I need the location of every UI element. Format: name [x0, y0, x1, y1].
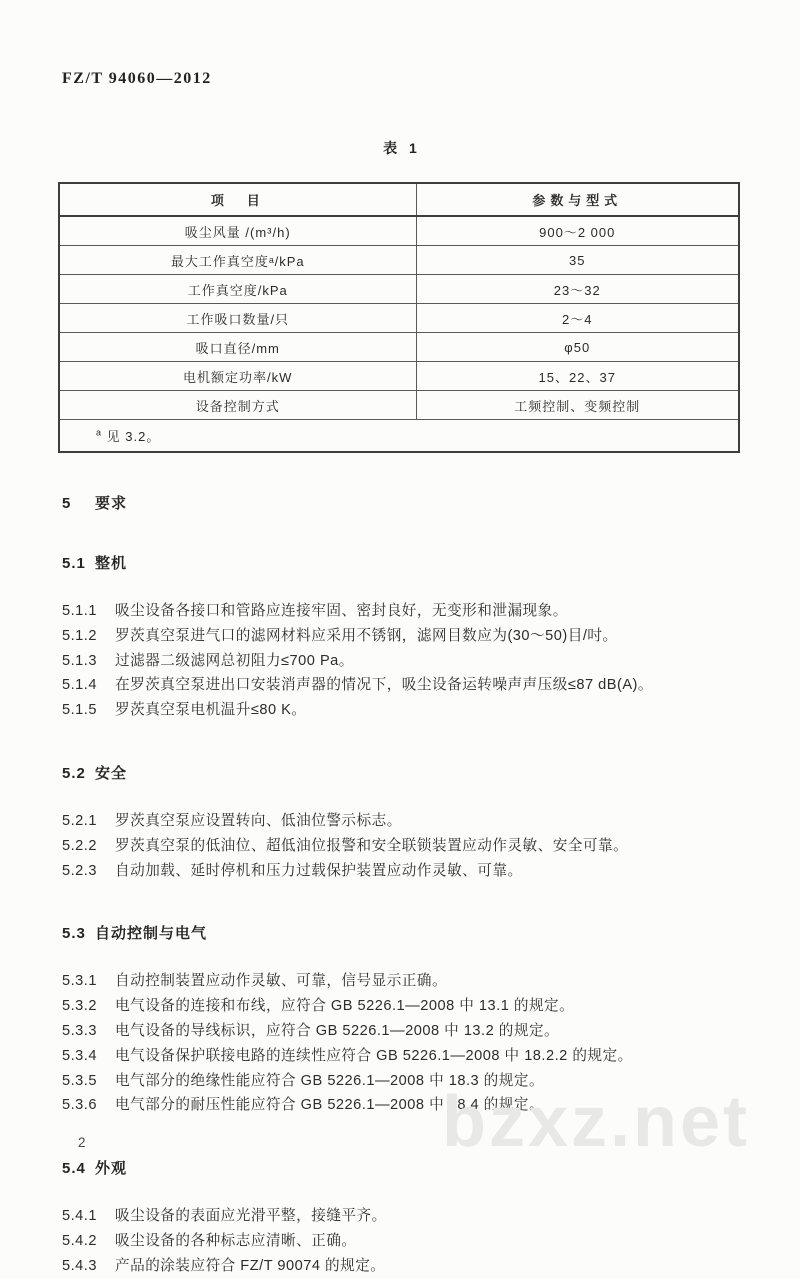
clause-number: 5.1.1: [62, 603, 97, 619]
table-caption: 表 1: [383, 140, 421, 156]
clause-number: 5.1.4: [62, 677, 97, 694]
col-header-params: 参数与型式: [416, 183, 739, 216]
clause-text: 在罗茨真空泵进出口安装消声器的情况下，吸尘设备运转噪声声压级≤87 dB(A)。: [115, 677, 654, 694]
cell-value: 35: [416, 246, 739, 275]
clause-text: 罗茨真空泵进气口的滤网材料应采用不锈钢，滤网目数应为(30～50)目/吋。: [115, 627, 618, 644]
cell-item: 最大工作真空度ᵃ/kPa: [59, 246, 416, 275]
clause-number: 5.3.6: [62, 1097, 97, 1114]
clause-number: 5.2.1: [62, 812, 97, 829]
clause-number: 5.4.3: [62, 1257, 97, 1274]
clause-text: 自动控制装置应动作灵敏、可靠，信号显示正确。: [115, 973, 448, 990]
section-heading: [62, 762, 742, 783]
clause-text: 自动加载、延时停机和压力过载保护装置应动作灵敏、可靠。: [115, 862, 523, 879]
cell-value: 900～2 000: [416, 216, 739, 246]
section-title: 外观: [95, 1160, 128, 1178]
cell-value: φ50: [416, 333, 739, 362]
clause-number: 5.1.2: [62, 627, 97, 644]
clause-text: 电气部分的绝缘性能应符合 GB 5226.1—2008 中 18.3 的规定。: [115, 1072, 545, 1089]
clause-number: 5.2.2: [62, 837, 97, 854]
clause-5.4.3: [62, 1254, 742, 1279]
section-title: 安全: [95, 764, 128, 782]
watermark: bzxz.net: [441, 1082, 750, 1162]
section-heading: [62, 492, 742, 513]
table-row: [59, 391, 739, 420]
clause-5.1.3: [62, 649, 742, 674]
clause-number: 5.4.1: [62, 1208, 97, 1225]
clause-number: 5.4.2: [62, 1232, 97, 1249]
section-number: 5.4: [62, 1160, 86, 1178]
table-row: [59, 362, 739, 391]
table-row: [59, 246, 739, 275]
doc-number: FZ/T 94060—2012: [62, 70, 212, 87]
table-row: [59, 304, 739, 333]
col-header-item: 项 目: [59, 183, 416, 216]
clause-5.2.3: [62, 859, 742, 884]
clause-5.3.3: [62, 1019, 742, 1044]
clause-text: 电气设备的连接和布线，应符合 GB 5226.1—2008 中 13.1 的规定。: [115, 998, 575, 1015]
section-number: 5: [62, 495, 72, 512]
section-title: 要求: [95, 495, 128, 512]
clause-number: 5.1.3: [62, 652, 97, 669]
clause-text: 电气部分的耐压性能应符合 GB 5226.1—2008 中 18.4 的规定。: [115, 1097, 545, 1114]
clause-number: 5.3.1: [62, 973, 97, 990]
cell-value: 23～32: [416, 275, 739, 304]
clause-text: 罗茨真空泵电机温升≤80 K。: [115, 702, 307, 719]
clause-text: 电气设备保护联接电路的连续性应符合 GB 5226.1—2008 中 18.2.2 的规定。: [115, 1047, 633, 1064]
table-row: [59, 333, 739, 362]
clause-text: 吸尘设备各接口和管路应连接牢固、密封良好，无变形和泄漏现象。: [115, 603, 568, 619]
clause-text: 过滤器二级滤网总初阻力≤700 Pa。: [115, 652, 354, 669]
clause-number: 5.3.3: [62, 1022, 97, 1039]
table-footnote-row: [59, 420, 739, 453]
clause-text: 罗茨真空泵应设置转向、低油位警示标志。: [115, 812, 402, 829]
section-5: [62, 492, 742, 513]
clause-5.1.4: [62, 673, 742, 698]
cell-item: 吸尘风量 /(m³/h): [59, 216, 416, 246]
section-number: 5.2: [62, 764, 86, 782]
table-body: [59, 216, 739, 420]
clause-5.3.4: [62, 1044, 742, 1069]
spec-table: [58, 182, 740, 453]
cell-item: 设备控制方式: [59, 391, 416, 420]
clause-5.1.1: [62, 599, 742, 624]
table-header-row: [59, 183, 739, 216]
clause-text: 罗茨真空泵的低油位、超低油位报警和安全联锁装置应动作灵敏、安全可靠。: [115, 837, 629, 854]
footnote-text: 见 3.2。: [106, 429, 161, 444]
clause-5.1.5: [62, 698, 742, 723]
clause-number: 5.3.4: [62, 1047, 97, 1064]
clause-5.3.2: [62, 994, 742, 1019]
clause-number: 5.2.3: [62, 862, 97, 879]
clause-5.4.1: [62, 1204, 742, 1229]
clause-number: 5.1.5: [62, 702, 97, 719]
clause-number: 5.3.2: [62, 998, 97, 1015]
footnote-marker: a: [96, 427, 103, 438]
table-footnote: [59, 420, 739, 453]
clause-number: 5.3.5: [62, 1072, 97, 1089]
section-5.4: [62, 1157, 742, 1278]
cell-item: 电机额定功率/kW: [59, 362, 416, 391]
clause-text: 吸尘设备的各种标志应清晰、正确。: [115, 1232, 357, 1249]
section-heading: [62, 922, 742, 943]
cell-item: 工作吸口数量/只: [59, 304, 416, 333]
cell-value: 15、22、37: [416, 362, 739, 391]
table-row: [59, 275, 739, 304]
clause-5.2.2: [62, 834, 742, 859]
page-number: 2: [78, 1135, 87, 1150]
section-number: 5.3: [62, 925, 86, 943]
clause-5.1.2: [62, 624, 742, 649]
section-title: 自动控制与电气: [95, 925, 208, 943]
section-title: 整机: [95, 555, 128, 572]
cell-value: 2～4: [416, 304, 739, 333]
cell-item: 工作真空度/kPa: [59, 275, 416, 304]
cell-item: 吸口直径/mm: [59, 333, 416, 362]
section-number: 5.1: [62, 555, 86, 572]
clause-text: 产品的涂装应符合 FZ/T 90074 的规定。: [115, 1257, 386, 1274]
clause-5.3.1: [62, 969, 742, 994]
clause-text: 吸尘设备的表面应光滑平整，接缝平齐。: [115, 1208, 387, 1225]
table-row: [59, 216, 739, 246]
section-5.2: [62, 762, 742, 883]
section-5.1: [62, 552, 742, 723]
section-heading: [62, 552, 742, 573]
clause-text: 电气设备的导线标识，应符合 GB 5226.1—2008 中 13.2 的规定。: [115, 1022, 560, 1039]
clause-5.4.2: [62, 1229, 742, 1254]
cell-value: 工频控制、变频控制: [416, 391, 739, 420]
clause-5.2.1: [62, 809, 742, 834]
